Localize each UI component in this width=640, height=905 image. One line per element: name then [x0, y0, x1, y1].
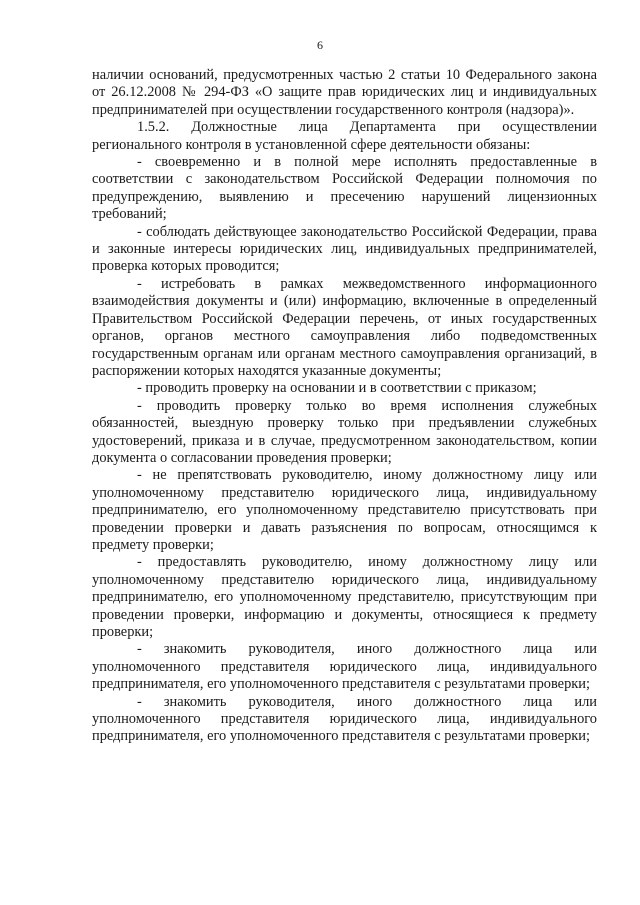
duty-item: - проводить проверку только во время исполнения служебных обязанностей, выездную проверку только при предъявлении служебных удостоверений, приказа и в случае, предусмотренном законодательством, копии документа о согласовании проведения проверки;: [92, 397, 597, 466]
duty-item: - своевременно и в полной мере исполнять предоставленные в соответствии с законодательством Российской Федерации полномочия по предупреждению, выявлению и пресечению нарушений лицензионных требований;: [92, 154, 597, 223]
duty-item: - истребовать в рамках межведомственного информационного взаимодействия документы и (или) информацию, включенные в определенный Правительством Российской Федерации перечень, от иных государственных органов, органов местного самоуправления либо подведомственных государственным органам или органам местного самоуправления организаций, в распоряжении которых находятся указанные документы;: [92, 275, 597, 379]
duty-item: - предоставлять руководителю, иному должностному лицу или уполномоченному представителю юридического лица, индивидуальному предпринимателю, его уполномоченному представителю, присутствующим при проведении проверки, информацию и документы, относящиеся к предмету проверки;: [92, 554, 597, 640]
duty-item: - знакомить руководителя, иного должностного лица или уполномоченного представителя юридического лица, индивидуального предпринимателя, его уполномоченного представителя с результатами проверки;: [92, 693, 597, 745]
page-number: 6: [317, 38, 323, 52]
duty-item: - проводить проверку на основании и в соответствии с приказом;: [137, 380, 537, 397]
duty-item: - знакомить руководителя, иного должностного лица или уполномоченного представителя юридического лица, индивидуального предпринимателя, его уполномоченного представителя с результатами проверки;: [92, 641, 597, 693]
duty-item: - соблюдать действующее законодательство Российской Федерации, права и законные интересы юридических лиц, индивидуальных предпринимателей, проверка которых проводится;: [92, 223, 597, 275]
paragraph-continuation: наличии оснований, предусмотренных частью 2 статьи 10 Федерального закона от 26.12.2008 № 294-ФЗ «О защите прав юридических лиц и индивидуальных предпринимателей при осуществлении государственного контроля (надзора)».: [92, 67, 597, 118]
duty-item: - не препятствовать руководителю, иному должностному лицу или уполномоченному представителю юридического лица, индивидуальному предпринимателю, его уполномоченному представителю присутствовать при проведении проверки и давать разъяснения по вопросам, относящимся к предмету проверки;: [92, 467, 597, 553]
document-body: [92, 67, 597, 746]
paragraph-section-1-5-2: 1.5.2. Должностные лица Департамента при осуществлении регионального контроля в установленной сфере деятельности обязаны:: [92, 119, 597, 153]
